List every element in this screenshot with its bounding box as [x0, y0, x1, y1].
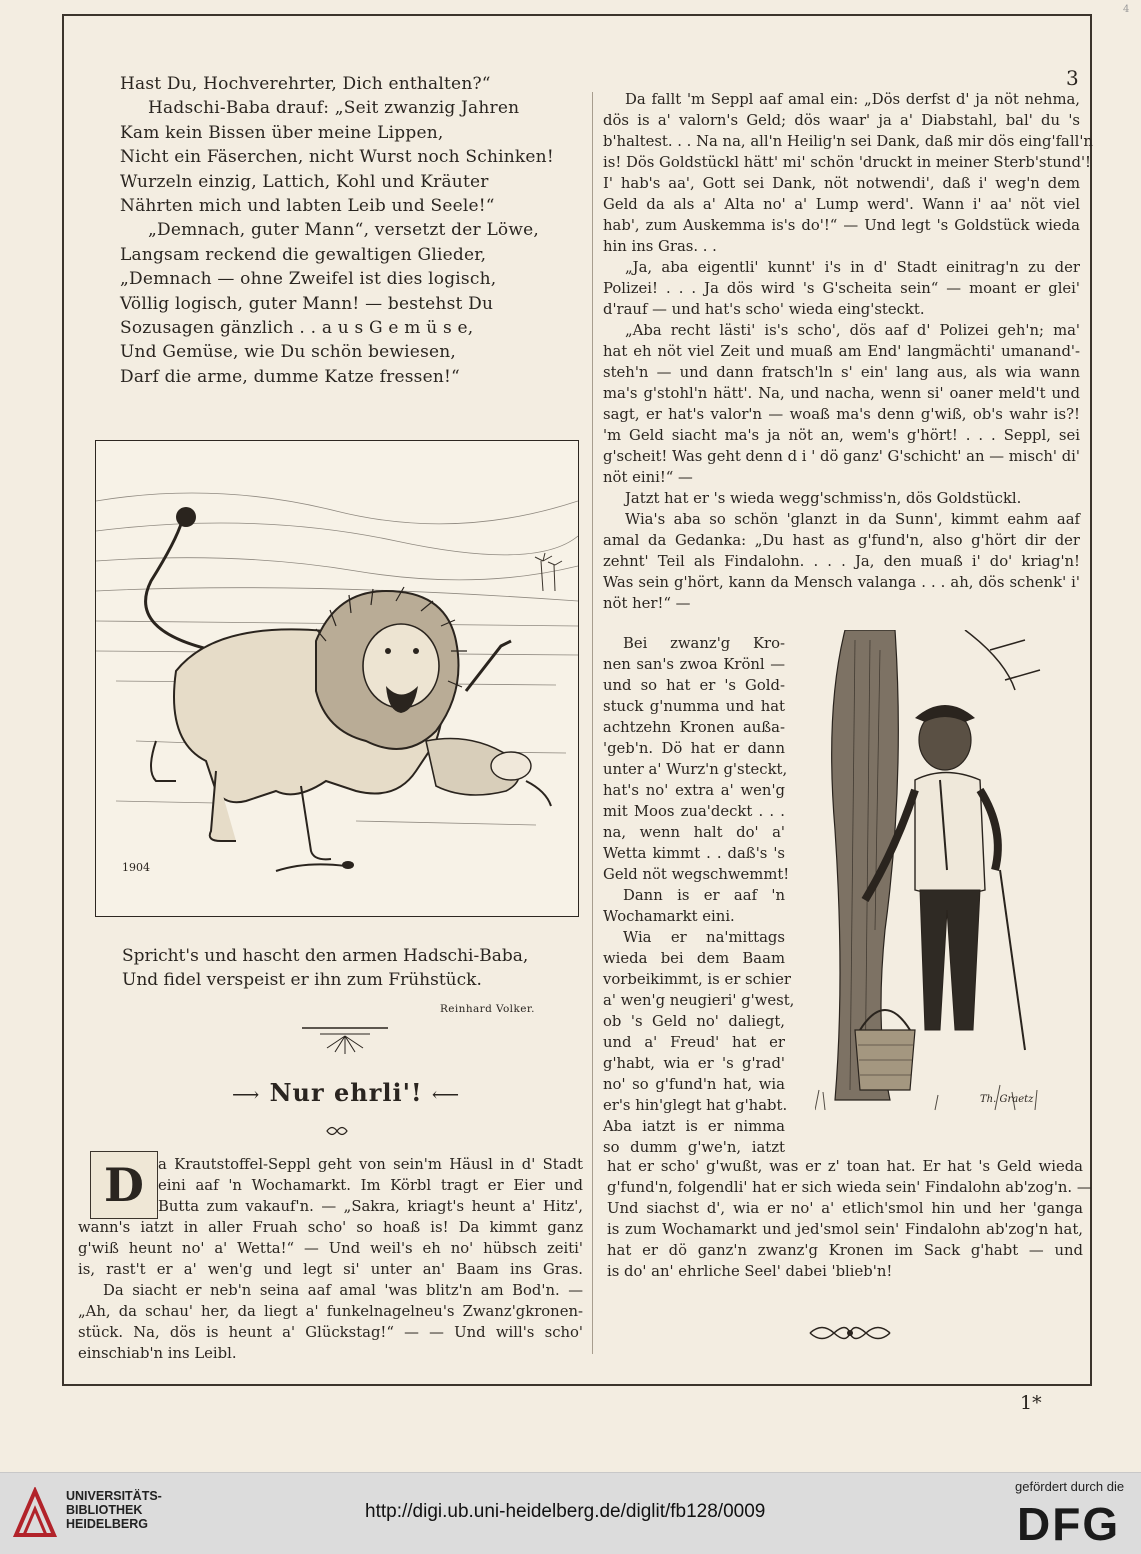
- poem-closing: [122, 944, 582, 992]
- story-line: Da fallt 'm Seppl aaf amal ein: „Dös derfst d' ja nöt nehma,: [625, 91, 1080, 108]
- story-line: hin ins Gras. . .: [603, 238, 717, 255]
- story-line: d'rauf — und hat's scho' wieda eing'steckt.: [603, 301, 925, 318]
- poem-line: Hadschi-Baba drauf: „Seit zwanzig Jahren: [148, 98, 520, 119]
- story-line: „Ah, da schau' her, da liegt a' funkelnagelneu's Zwanz'gkronen-: [78, 1303, 583, 1320]
- story-line: achtzehn Kronen außa-: [603, 719, 785, 736]
- story-line: is! Dös Goldstückl hätt' mi' schön 'druckt in meiner Sterb'stund'!: [603, 154, 1091, 171]
- story-line: Was sein g'hört, kann da Mensch valanga . . . ah, dös schenk' i': [603, 574, 1080, 591]
- drop-cap: D: [90, 1151, 158, 1219]
- story-line: Aba iatzt is er nimma: [603, 1118, 785, 1135]
- story-line: Butta zum vakauf'n. — „Sakra, kriagt's heunt a' Hitz',: [158, 1198, 583, 1215]
- small-ornament: [326, 1124, 348, 1138]
- story-line: und so hat er 's Gold-: [603, 677, 785, 694]
- story-line: „Aba recht lästi' is's scho', dös aaf d' Polizei geh'n; ma': [625, 322, 1080, 339]
- source-url-link[interactable]: http://digi.ub.uni-heidelberg.de/diglit/fb128/0009: [365, 1501, 766, 1522]
- story-continuation: [603, 89, 1093, 614]
- story-narrow-column: [603, 633, 795, 1158]
- corner-mark: 4: [1123, 4, 1130, 15]
- story-line: hab', zum Auskemma is's do'!“ — Und legt 's Goldstück wieda: [603, 217, 1080, 234]
- poem-line: Wurzeln einzig, Lattich, Kohl und Kräuter: [120, 171, 489, 192]
- story-line: Bei zwanz'g Kro-: [623, 635, 785, 652]
- illustration-signature: Th. Graetz: [980, 1094, 1034, 1105]
- seppl-illustration: [815, 630, 1045, 1125]
- story-line: „Ja, aba eigentli' kunnt' i's in d' Stadt einitrag'n zu der: [625, 259, 1080, 276]
- poem-line: Und Gemüse, wie Du schön bewiesen,: [120, 342, 457, 363]
- story-line: steh'n — und dann fratsch'ln s' ein' lang aus, als wia wann: [603, 364, 1080, 381]
- poem-line: Völlig logisch, guter Mann! — bestehst Du: [120, 293, 494, 314]
- column-divider: [592, 92, 593, 1354]
- story-line: unter a' Wurz'n g'steckt,: [603, 761, 788, 778]
- poem-line: Langsam reckend die gewaltigen Glieder,: [120, 244, 487, 265]
- story-line: na, wenn halt do' a': [603, 824, 785, 841]
- story-line: er's hin'glegt hat g'habt.: [603, 1097, 788, 1114]
- lion-illustration: [95, 440, 579, 917]
- story-line: g'fund'n, folgendli' hat er sich wieda sein' Findalohn ab'zog'n. —: [607, 1179, 1092, 1196]
- story-line: dös is a' valorn's Geld; dös waar' ja a' Diabstahl, bal' du 's: [603, 112, 1080, 129]
- story-ending: [607, 1156, 1092, 1282]
- page-number: 3: [1066, 66, 1079, 90]
- poem-line: „Demnach — ohne Zweifel ist dies logisch,: [120, 269, 497, 290]
- poem-line: Nicht ein Fäserchen, nicht Wurst noch Schinken!: [120, 147, 554, 168]
- viewer-footer: [0, 1472, 1141, 1554]
- story-line: sagt, er hat's valor'n — woaß ma's denn g'wiß, ob's wahr is?!: [603, 406, 1080, 423]
- poem-line: „Demnach, guter Mann“, versetzt der Löwe,: [148, 220, 539, 241]
- story-line: stuck g'numma und hat: [603, 698, 785, 715]
- story-line: I' hab's aa', Gott sei Dank, nöt notwendi', daß i' weg'n dem: [603, 175, 1080, 192]
- story-line: g'scheit! Was geht denn d i ' dö ganz' G'schicht' an — misch' di': [603, 448, 1080, 465]
- arrow-right-icon: ⟶: [232, 1084, 261, 1106]
- story-line: amal da Gedanka: „Du hast as g'fund'n, also g'hört dir der: [603, 532, 1080, 549]
- university-logo-icon: [12, 1487, 58, 1539]
- story-line: Wetta kimmt . . daß's 's: [603, 845, 785, 862]
- story-line: nen san's zwoa Krönl —: [603, 656, 785, 673]
- story-line: vorbeikimmt, is er schier: [603, 971, 791, 988]
- library-name-line: HEIDELBERG: [66, 1517, 148, 1531]
- illustration-signature: 1904: [122, 861, 150, 874]
- story-line: g'wiß heunt no' a' Wetta!“ — Und weil's eh no' hübsch zeiti': [78, 1240, 583, 1257]
- poem-line: Hast Du, Hochverehrter, Dich enthalten?“: [120, 74, 491, 94]
- story-opening: [78, 1154, 583, 1364]
- story-line: Jatzt hat er 's wieda wegg'schmiss'n, dös Goldstückl.: [625, 490, 1022, 507]
- story-line: Polizei! . . . Ja dös wird 's G'scheita sein“ — moant er glei': [603, 280, 1080, 297]
- story-line: is, rast't er a' wen'g und legt si' unter an' Baam ins Gras.: [78, 1261, 583, 1278]
- poem-author: Reinhard Volker.: [440, 1003, 535, 1015]
- dfg-logo: DFG: [1017, 1498, 1121, 1550]
- story-line: einschiab'n ins Leibl.: [78, 1345, 237, 1362]
- story-title-text: Nur ehrli'!: [269, 1078, 423, 1107]
- story-line: a' wen'g neugieri' g'west,: [603, 992, 795, 1009]
- divider-ornament: [300, 1024, 390, 1056]
- funding-caption: gefördert durch die: [1015, 1479, 1125, 1494]
- poem-line: Sozusagen gänzlich . . a u s G e m ü s e,: [120, 317, 474, 338]
- university-library-name: [66, 1489, 162, 1531]
- story-line: is do' an' ehrliche Seel' dabei 'blieb'n!: [607, 1263, 893, 1280]
- story-line: nöt her!“ —: [603, 595, 691, 612]
- story-line: eini aaf 'n Wochamarkt. Im Körbl tragt er Eier und: [158, 1177, 583, 1194]
- arrow-left-icon: ⟵: [431, 1084, 461, 1106]
- story-line: mit Moos zua'deckt . . .: [603, 803, 785, 820]
- story-line: Wia er na'mittags: [623, 929, 785, 946]
- story-line: is zum Wochamarkt und jed'smol sein' Findalohn ab'zog'n hat,: [607, 1221, 1083, 1238]
- story-line: hat's no' extra a' wen'g: [603, 782, 785, 799]
- story-line: Da siacht er neb'n seina aaf amal 'was blitz'n am Bod'n. —: [103, 1282, 583, 1299]
- story-line: wann's iatzt in aller Fruah scho' so hoaß is! Da kimmt ganz: [78, 1219, 583, 1236]
- story-line: Dann is er aaf 'n: [623, 887, 785, 904]
- story-line: nöt eini!“ —: [603, 469, 693, 486]
- story-line: hat er scho' g'wußt, was er z' toan hat. Er hat 's Geld wieda: [607, 1158, 1083, 1175]
- poem-line: Spricht's und hascht den armen Hadschi-Baba,: [122, 946, 529, 966]
- story-line: 'geb'n. Dö hat er dann: [603, 740, 785, 757]
- story-line: und a' Freud' hat er: [603, 1034, 785, 1051]
- story-line: Geld nöt wegschwemmt!: [603, 866, 790, 883]
- closing-ornament: [806, 1320, 894, 1346]
- poem-line: Kam kein Bissen über meine Lippen,: [120, 122, 444, 143]
- story-line: so dumm g'we'n, iatzt: [603, 1139, 785, 1156]
- story-line: Und siachst d', wia er no' a' etlich'smol hin und her 'ganga: [607, 1200, 1083, 1217]
- story-title: [232, 1078, 460, 1107]
- story-line: hat eh nöt viel Zeit und muaß am End' langmächti' umanand'-: [603, 343, 1080, 360]
- story-line: Wochamarkt eini.: [603, 908, 735, 925]
- story-line: Geld da als a' Alta no' a' Lump werd'. Wann i' aa' nöt viel: [603, 196, 1080, 213]
- story-line: a Krautstoffel-Seppl geht von sein'm Häusl in d' Stadt: [158, 1156, 583, 1173]
- story-line: ma's g'stohl'n hätt'. Na, und nacha, wenn si' oaner meld't und: [603, 385, 1080, 402]
- poem-line: Nährten mich und labten Leib und Seele!“: [120, 195, 495, 216]
- story-line: stück. Na, dös is heunt a' Glückstag!“ — — Und will's scho': [78, 1324, 583, 1341]
- story-line: g'habt, wia er 's g'rad': [603, 1055, 785, 1072]
- library-name-line: UNIVERSITÄTS-: [66, 1489, 162, 1503]
- story-line: Wia's aba so schön 'glanzt in da Sunn', kimmt eahm aaf: [625, 511, 1080, 528]
- lion-drawing: [96, 441, 578, 916]
- seppl-drawing: [815, 630, 1045, 1125]
- story-line: no' so g'fund'n hat, wia: [603, 1076, 785, 1093]
- story-line: b'haltest. . . Na na, all'n Heilig'n sei Dank, daß mir dös eing'fall'n: [603, 133, 1093, 150]
- poem-line: Und fidel verspeist er ihn zum Frühstück.: [122, 970, 482, 990]
- poem-line: Darf die arme, dumme Katze fressen!“: [120, 366, 460, 387]
- story-line: zehnt' Teil als Findalohn. . . . Ja, den muaß i' do' kriag'n!: [603, 553, 1080, 570]
- library-name-line: BIBLIOTHEK: [66, 1503, 143, 1517]
- story-line: ob 's Geld no' daliegt,: [603, 1013, 785, 1030]
- story-line: 'm Geld siacht ma's ja nöt an, wem's g'hört! . . . Seppl, sei: [603, 427, 1080, 444]
- poem-text: [120, 72, 590, 389]
- footnote-mark: 1*: [1020, 1392, 1042, 1414]
- story-line: hat er dö ganz'n zwanz'g Kronen im Sack g'habt — und: [607, 1242, 1083, 1259]
- story-line: wieda bei dem Baam: [603, 950, 785, 967]
